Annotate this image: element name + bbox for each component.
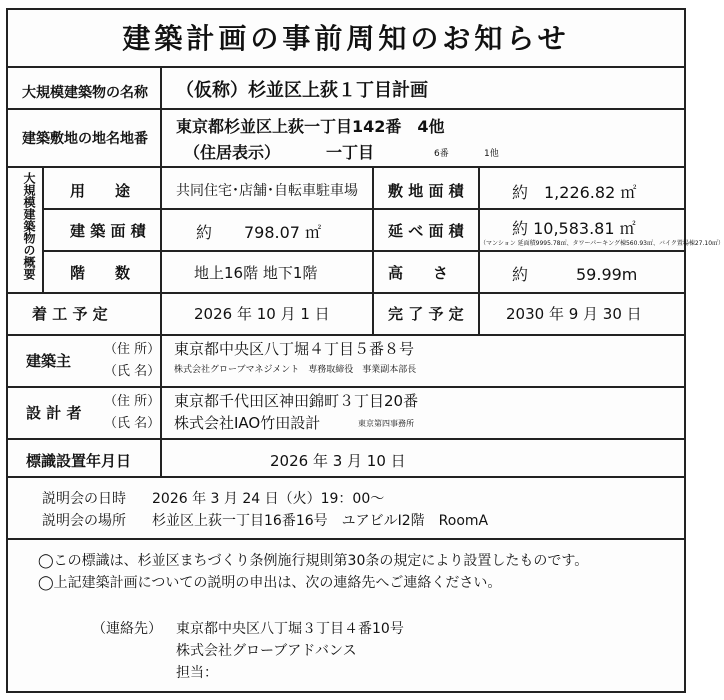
designer-name-label: （氏 名）	[104, 416, 161, 431]
designer-addr-label: （住 所）	[104, 394, 161, 409]
address-label: 建築敷地の地名地番	[22, 131, 148, 147]
designer-label: 設 計 者	[26, 404, 82, 422]
meeting-place-value: 杉並区上荻一丁目16番16号 ユアビルⅠ2階 RoomA	[152, 513, 489, 529]
floors-label: 階 数	[70, 264, 131, 282]
start-value: 2026 年 10 月 1 日	[194, 305, 330, 323]
owner-addr-value: 東京都中央区八丁堀４丁目５番８号	[174, 340, 415, 358]
meeting-date-value: 2026 年 3 月 24 日（火）19：00～	[152, 491, 385, 507]
site-area-value: 約 1,226.82 ㎡	[512, 183, 637, 202]
contact-company: 株式会社グローブアドバンス	[176, 643, 357, 659]
use-value: 共同住宅･店舗･自転車駐車場	[176, 183, 358, 199]
address-line2-num1: 6番	[434, 149, 449, 159]
address-line2-label: （住居表示）	[184, 143, 281, 162]
height-value: 約 59.99m	[512, 265, 638, 284]
floor-area-label: 延 べ 面 積	[388, 222, 464, 240]
complete-value: 2030 年 9 月 30 日	[506, 305, 642, 323]
height-label: 高 さ	[388, 264, 449, 282]
owner-name-label: （氏 名）	[104, 364, 161, 379]
owner-addr-label: （住 所）	[104, 342, 161, 357]
sign-date-value: 2026 年 3 月 10 日	[270, 452, 406, 470]
address-line2-num2: 1他	[484, 149, 499, 159]
owner-label: 建築主	[26, 352, 72, 370]
meeting-date-label: 説明会の日時	[42, 491, 126, 507]
note-2: ◯上記建築計画についての説明の申出は、次の連絡先へご連絡ください。	[38, 575, 502, 591]
note-1	[38, 550, 588, 570]
note-1-text: 杉並区まちづくり条例施行規則第30条の規定により設置したものです。	[137, 553, 589, 569]
designer-name-value: 株式会社IAO竹田設計	[174, 414, 321, 432]
start-label: 着 工 予 定	[32, 305, 108, 323]
name-value: （仮称）杉並区上荻１丁目計画	[176, 80, 428, 101]
designer-addr-value: 東京都千代田区神田錦町３丁目20番	[174, 392, 419, 410]
floor-area-note: （マンション 延面積9995.78㎡、タワーパーキング棟560.93㎡、バイク置場棟27.10㎡）	[480, 240, 724, 247]
overview-label: 大規模建築物の概要	[22, 172, 36, 280]
floors-value: 地上16階 地下1階	[194, 264, 318, 282]
contact-person: 担当：	[176, 665, 218, 681]
building-area-label: 建 築 面 積	[70, 222, 146, 240]
address-line2-value: 一丁目	[326, 143, 375, 162]
page-title: 建築計画の事前周知のお知らせ	[8, 10, 684, 68]
contact-address: 東京都中央区八丁堀３丁目４番10号	[176, 621, 404, 637]
contact-label: （連絡先）	[92, 621, 162, 637]
floor-area-value: 約 10,583.81 ㎡	[512, 219, 636, 238]
meeting-place-label: 説明会の場所	[42, 513, 126, 529]
notice-board	[6, 8, 724, 693]
use-label: 用 途	[70, 182, 131, 200]
building-area-value: 約 798.07 ㎡	[196, 223, 322, 242]
sign-date-label: 標識設置年月日	[26, 452, 132, 470]
note-1-prefix: ◯この標識は、	[38, 553, 138, 569]
designer-office: 東京第四事務所	[358, 419, 414, 428]
site-area-label: 敷 地 面 積	[388, 182, 464, 200]
owner-name-value: 株式会社グローブマネジメント 専務取締役 事業副本部長	[174, 365, 417, 375]
address-line1: 東京都杉並区上荻一丁目142番 4他	[176, 117, 445, 136]
name-label: 大規模建築物の名称	[22, 85, 148, 101]
complete-label: 完 了 予 定	[388, 305, 464, 323]
